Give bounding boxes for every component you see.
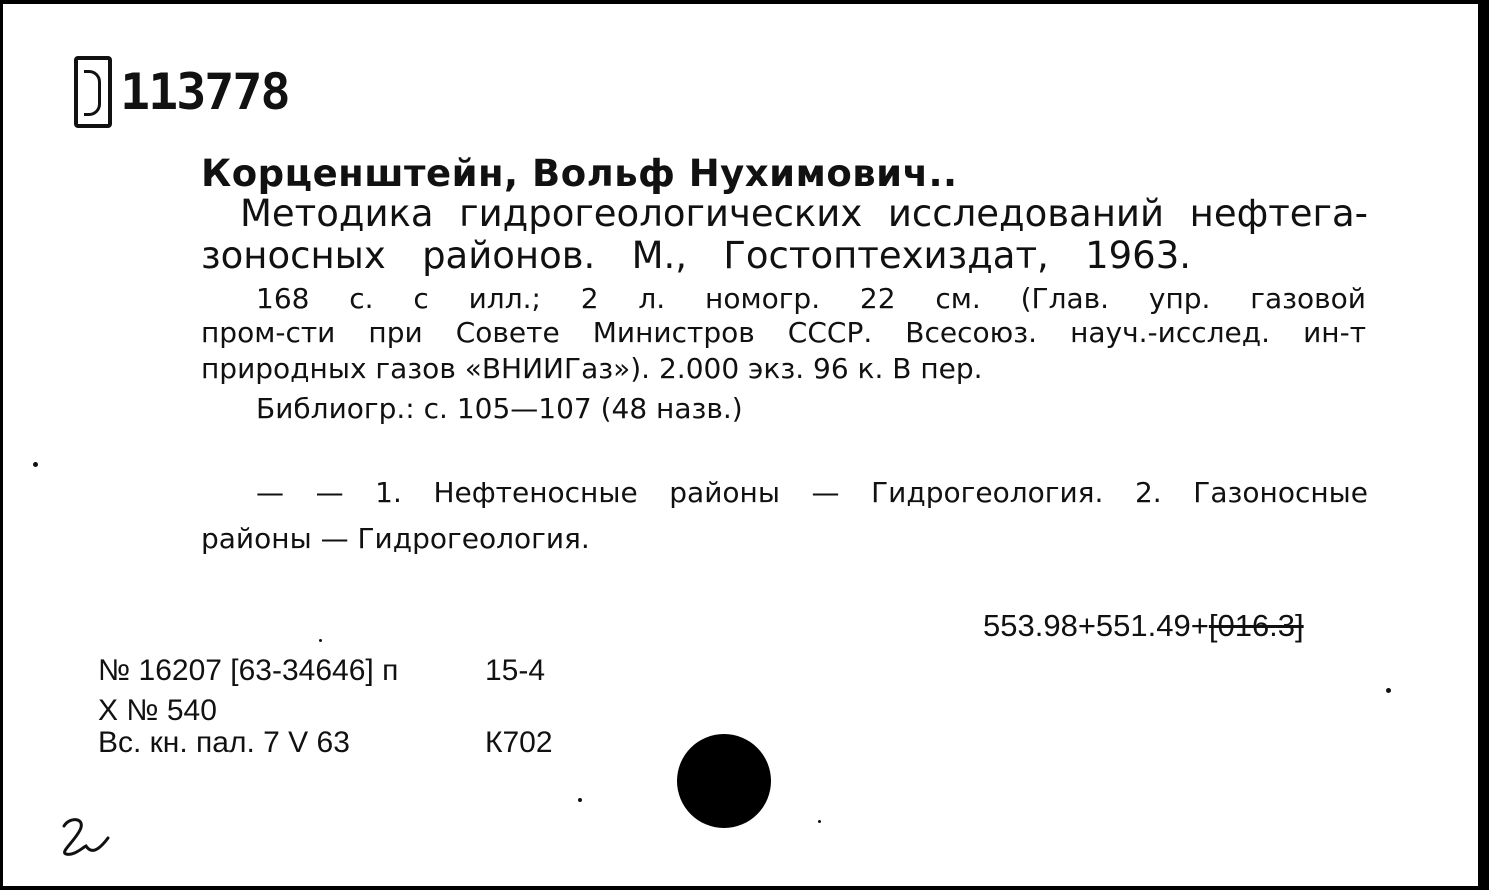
speck: [319, 639, 322, 642]
bibliography-note: Библиогр.: с. 105—107 (48 назв.): [256, 392, 743, 425]
scan-border-bottom: [0, 886, 1489, 890]
physical-description-line-2: пром-сти при Совете Министров СССР. Всесоюз. науч.-исслед. ин-т: [201, 316, 1366, 349]
speck: [1386, 688, 1391, 693]
physical-description-line-3: природных газов «ВНИИГаз»). 2.000 экз. 96 к. В пер.: [201, 352, 983, 385]
registry-line-3: Вс. кн. пал. 7 V 63: [98, 726, 350, 759]
stamp-d-icon: [74, 56, 112, 128]
registry-line-2: Х № 540: [98, 694, 217, 727]
card-number: 113778: [120, 63, 289, 121]
registry-line-1: № 16207 [63-34646] п: [98, 654, 399, 687]
author-heading: Корценштейн, Вольф Нухимович..: [201, 152, 958, 195]
subject-headings-line-1: — — 1. Нефтеносные районы — Гидрогеология. 2. Газоносные: [256, 476, 1368, 509]
code-a: 15-4: [485, 654, 546, 687]
classification-code: [983, 608, 1304, 644]
speck: [818, 820, 821, 823]
subject-headings-line-2: районы — Гидрогеология.: [201, 522, 590, 555]
title-line-2: зоносных районов. М., Гостоптехиздат, 1963.: [201, 234, 1191, 277]
classification-struck: [016.3]: [1208, 608, 1304, 643]
speck: [578, 798, 582, 802]
scan-border-top: [0, 0, 1489, 4]
title-line-1: Методика гидрогеологических исследований нефтега-: [240, 192, 1368, 235]
speck: [33, 462, 38, 467]
scan-border-right: [1478, 0, 1489, 890]
punch-hole: [677, 734, 771, 828]
code-b: К702: [485, 726, 553, 759]
classification-main: 553.98+551.49+: [983, 608, 1209, 643]
handwritten-mark-icon: [56, 812, 116, 862]
card-number-stamp: [74, 52, 289, 132]
physical-description-line-1: 168 с. с илл.; 2 л. номогр. 22 см. (Глав. упр. газовой: [256, 282, 1366, 315]
scan-border-left: [0, 0, 3, 890]
